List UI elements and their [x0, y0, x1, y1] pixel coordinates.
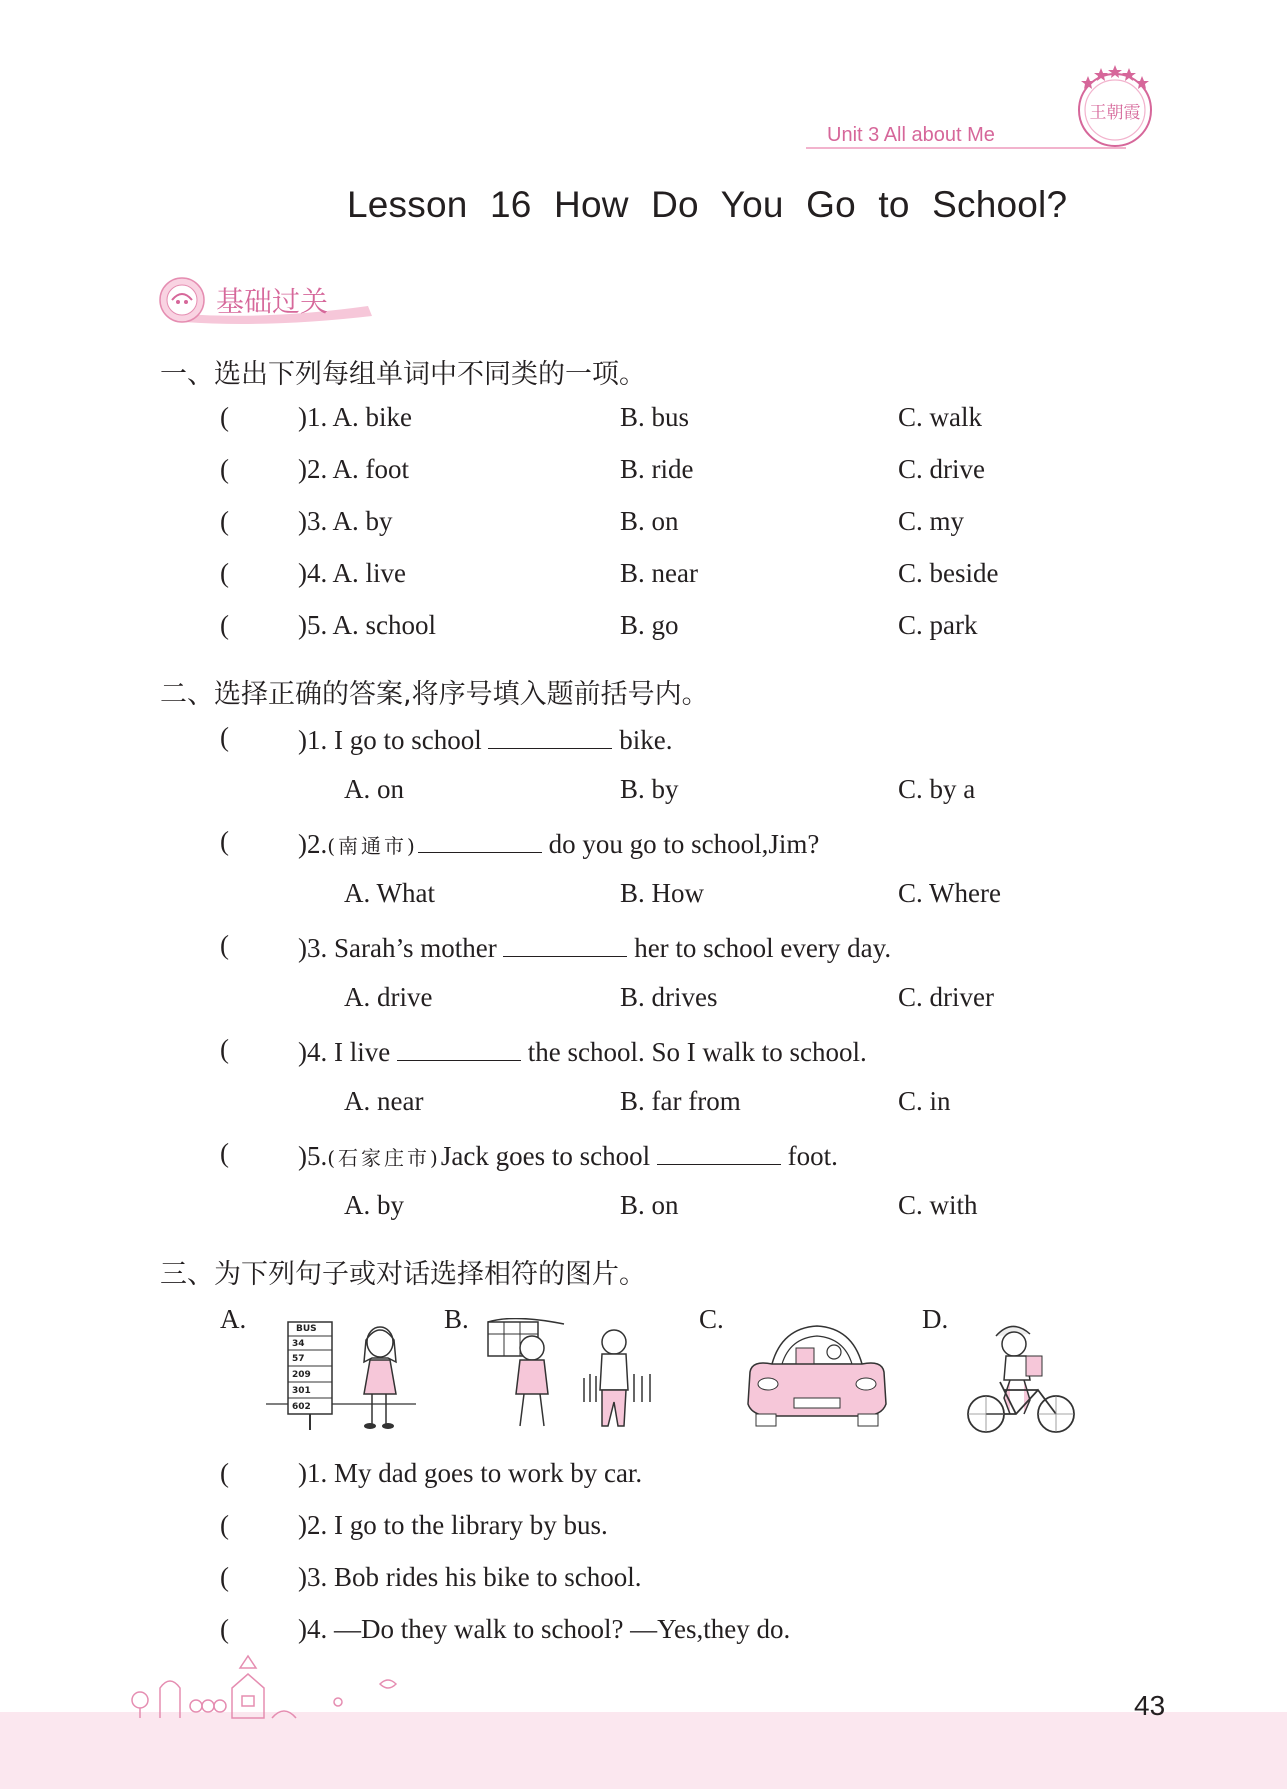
- unit-tag: Unit 3 All about Me: [827, 124, 995, 146]
- s2-q3-b: B. drives: [620, 982, 718, 1012]
- picture-c-label: C.: [699, 1304, 724, 1334]
- s1-q2-a: )2. A. foot: [298, 454, 409, 484]
- s2-q3-a: A. drive: [344, 982, 433, 1012]
- s1-q4-b: B. near: [620, 558, 698, 588]
- s3-q1: )1. My dad goes to work by car.: [298, 1458, 643, 1488]
- s1-q5-a: )5. A. school: [298, 610, 436, 640]
- s1-q4-a: )4. A. live: [298, 558, 406, 588]
- s2-q5-stem: )5.(石家庄市)Jack goes to school foot.: [298, 1138, 838, 1172]
- s2-q2-b: B. How: [620, 878, 705, 908]
- fill-blank[interactable]: [397, 1034, 521, 1061]
- s1-q3-c: C. my: [898, 506, 965, 536]
- s1-q3-a: )3. A. by: [298, 506, 393, 536]
- s2-q1-b: B. by: [620, 774, 679, 804]
- answer-paren-open: (: [220, 722, 229, 752]
- s2-q5-a: A. by: [344, 1190, 404, 1220]
- bus-number: 209: [292, 1370, 311, 1380]
- s2-q1-stem: )1. I go to school bike.: [298, 722, 672, 756]
- badge-label: 基础过关: [216, 285, 329, 318]
- section1-heading: 一、选出下列每组单词中不同类的一项。: [160, 359, 646, 390]
- s1-q1-b: B. bus: [620, 402, 690, 432]
- publisher-seal: [1070, 62, 1160, 152]
- answer-paren-open: (: [220, 610, 229, 640]
- s2-q3-stem: )3. Sarah’s mother her to school every day.: [298, 930, 891, 964]
- picture-a-label: A.: [220, 1304, 247, 1334]
- fill-blank[interactable]: [488, 722, 612, 749]
- answer-paren-open: (: [220, 1034, 229, 1064]
- s1-q5-b: B. go: [620, 610, 679, 640]
- footer-band: [0, 1712, 1287, 1789]
- answer-paren-open: (: [220, 1614, 229, 1644]
- s2-q2-stem: )2.(南通市) do you go to school,Jim?: [298, 826, 819, 860]
- footer-town-decoration: [124, 1648, 404, 1720]
- lesson-title: Lesson 16 How Do You Go to School?: [347, 184, 1068, 225]
- source-city: (南通市): [327, 834, 418, 858]
- fill-blank[interactable]: [503, 930, 627, 957]
- s3-q2: )2. I go to the library by bus.: [298, 1510, 608, 1540]
- bus-number: 34: [292, 1339, 305, 1349]
- s2-q5-c: C. with: [898, 1190, 978, 1220]
- s1-q2-b: B. ride: [620, 454, 694, 484]
- page-number: 43: [1134, 1690, 1166, 1721]
- section2-heading: 二、选择正确的答案,将序号填入题前括号内。: [160, 679, 709, 710]
- answer-paren-open: (: [220, 1138, 229, 1168]
- fill-blank[interactable]: [657, 1138, 781, 1165]
- bus-number: 301: [292, 1386, 311, 1396]
- picture-b-walking: [484, 1318, 664, 1436]
- answer-paren-open: (: [220, 930, 229, 960]
- s1-q2-c: C. drive: [898, 454, 985, 484]
- answer-paren-open: (: [220, 1562, 229, 1592]
- picture-d-bicycle: [964, 1318, 1078, 1438]
- s2-q2-a: A. What: [344, 878, 435, 908]
- s2-q2-c: C. Where: [898, 878, 1001, 908]
- picture-b-label: B.: [444, 1304, 469, 1334]
- section3-heading: 三、为下列句子或对话选择相符的图片。: [160, 1259, 646, 1290]
- bus-number: 57: [292, 1354, 305, 1364]
- s2-q4-b: B. far from: [620, 1086, 741, 1116]
- s2-q4-stem: )4. I live the school. So I walk to school.: [298, 1034, 867, 1068]
- s2-q1-a: A. on: [344, 774, 404, 804]
- s2-q1-c: C. by a: [898, 774, 976, 804]
- bus-number: 602: [292, 1402, 311, 1412]
- s2-q3-c: C. driver: [898, 982, 994, 1012]
- child-figure-icon: [516, 1336, 548, 1426]
- s1-q3-b: B. on: [620, 506, 679, 536]
- seal-text: 王朝霞: [1089, 103, 1141, 123]
- answer-paren-open: (: [220, 454, 229, 484]
- picture-d-label: D.: [922, 1304, 949, 1334]
- picture-c-car: [742, 1320, 892, 1432]
- section-badge: [158, 276, 378, 324]
- s1-q4-c: C. beside: [898, 558, 999, 588]
- s3-q3: )3. Bob rides his bike to school.: [298, 1562, 642, 1592]
- s1-q5-c: C. park: [898, 610, 978, 640]
- answer-paren-open: (: [220, 402, 229, 432]
- s1-q1-c: C. walk: [898, 402, 982, 432]
- s1-q1-a: )1. A. bike: [298, 402, 412, 432]
- bus-sign-label: BUS: [296, 1324, 317, 1334]
- s2-q4-c: C. in: [898, 1086, 951, 1116]
- source-city: (石家庄市): [327, 1146, 441, 1170]
- girl-figure-icon: [364, 1327, 396, 1429]
- s3-q4: )4. —Do they walk to school? —Yes,they do.: [298, 1614, 791, 1644]
- answer-paren-open: (: [220, 558, 229, 588]
- s2-q5-b: B. on: [620, 1190, 679, 1220]
- s2-q4-a: A. near: [344, 1086, 424, 1116]
- fill-blank[interactable]: [418, 826, 542, 853]
- answer-paren-open: (: [220, 1458, 229, 1488]
- picture-a-bus-stop: [266, 1318, 416, 1436]
- child-figure-icon: [600, 1330, 628, 1426]
- answer-paren-open: (: [220, 826, 229, 856]
- answer-paren-open: (: [220, 506, 229, 536]
- answer-paren-open: (: [220, 1510, 229, 1540]
